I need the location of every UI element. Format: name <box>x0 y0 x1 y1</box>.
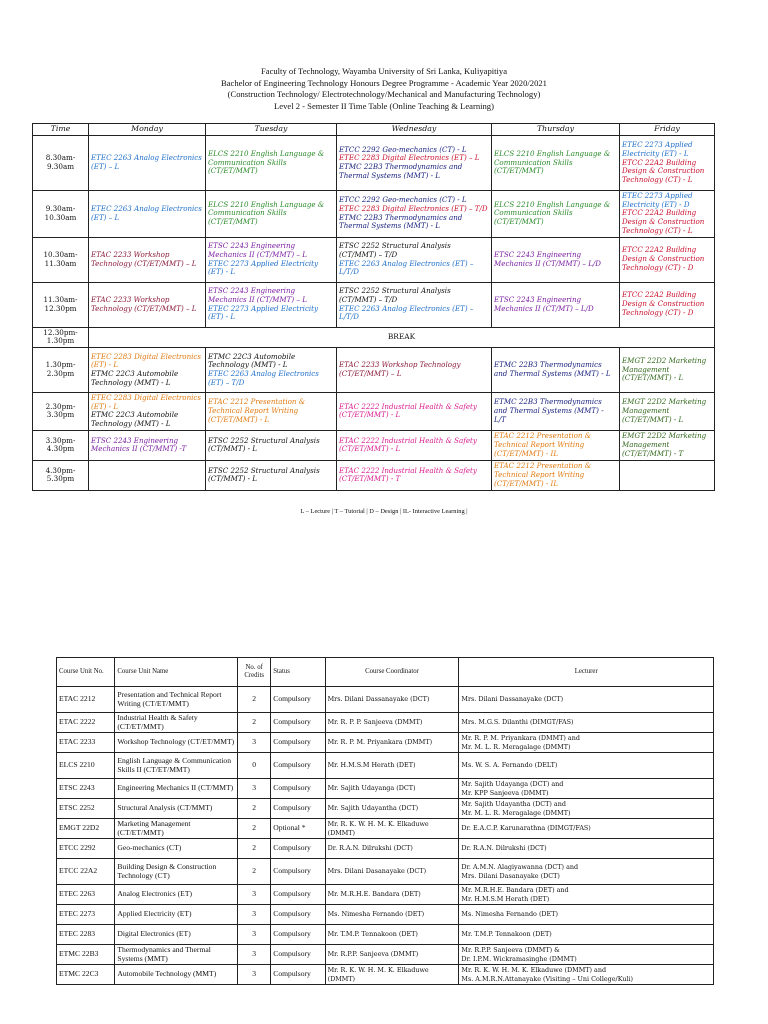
timetable-row <box>33 282 715 327</box>
coordinator-cell: Mr. R. K. W. H. M. K. Elkaduwe (DMMT) <box>325 965 459 985</box>
session-entry: ETCC 22A2 Building Design & Construction Technology (CT) - L <box>622 157 705 185</box>
coordinator-cell: Mrs. Dilani Dassanayake (DCT) <box>325 687 459 713</box>
session-entry: ETAC 2222 Industrial Health & Safety (CT/ET/MMT) - L <box>339 435 477 454</box>
session-entry: ETAC 2222 Industrial Health & Safety (CT/ET/MMT) - T <box>339 465 477 484</box>
session-entry: ETEC 2273 Applied Electricity (ET) - D <box>622 191 693 209</box>
course-unit-no-cell: EMGT 22D2 <box>57 819 115 839</box>
timetable-row <box>33 327 715 347</box>
course-unit-name-cell: Digital Electronics (ET) <box>115 925 238 945</box>
credits-cell: 2 <box>238 859 271 885</box>
course-unit-table <box>56 657 714 985</box>
session-entry: ETSC 2252 Structural Analysis (CT/MMT) - L <box>208 465 320 484</box>
session-entry: ETCC 2292 Geo-mechanics (CT) - L <box>339 195 467 205</box>
course-row <box>57 925 714 945</box>
coordinator-cell: Mr. R. P. M. Priyankara (DMMT) <box>325 733 459 753</box>
session-entry: ETCC 2292 Geo-mechanics (CT) - L <box>339 144 467 154</box>
credits-cell: 2 <box>238 687 271 713</box>
session-entry: ETMC 22C3 Automobile Technology (MMT) - L <box>208 351 296 370</box>
coordinator-cell: Mr. M.R.H.E. Bandara (DET) <box>325 885 459 905</box>
slot-wednesday <box>337 136 492 191</box>
programme-title: Bachelor of Engineering Technology Honours Degree Programme - Academic Year 2020/2021 <box>221 77 547 88</box>
coordinator-cell: Dr. R.A.N. Dilrukshi (DCT) <box>325 839 459 859</box>
slot-monday <box>89 282 206 327</box>
credits-cell: 3 <box>238 779 271 799</box>
timetable <box>32 123 715 491</box>
faculty-title: Faculty of Technology, Wayamba University of Sri Lanka, Kuliyapitiya <box>260 66 508 76</box>
lecturer-cell: Dr. R.A.N. Dilrukshi (DCT) <box>459 839 714 859</box>
slot-monday <box>89 460 206 490</box>
document-header <box>0 66 768 112</box>
course-row <box>57 905 714 925</box>
status-cell: Compulsory <box>271 859 325 885</box>
status-cell: Compulsory <box>271 885 325 905</box>
session-entry: ETEC 2273 Applied Electricity (ET) - L <box>208 258 319 277</box>
timetable-title: Level 2 - Semester II Time Table (Online Teaching & Learning) <box>274 100 494 111</box>
status-cell: Compulsory <box>271 779 325 799</box>
course-row <box>57 859 714 885</box>
course-unit-name-cell: Analog Electronics (ET) <box>115 885 238 905</box>
session-entry: ETEC 2263 Analog Electronics (ET) – L/T/D <box>339 258 474 277</box>
credits-cell: 3 <box>238 885 271 905</box>
slot-friday <box>620 237 715 282</box>
coordinator-cell: Mr. Sajith Udayanga (DCT) <box>325 779 459 799</box>
lecturer-cell: Mr. R. K. W. H. M. K. Elkaduwe (DMMT) and Ms. A.M.R.N.Attanayake (Visiting – Uni College/Kuli) <box>459 965 714 985</box>
session-entry: ETMC 22B3 Thermodynamics and Thermal Systems (MMT) - L <box>339 212 463 231</box>
session-entry: ETCC 22A2 Building Design & Construction Technology (CT) - L <box>622 208 705 235</box>
slot-friday <box>620 460 715 490</box>
slot-monday <box>89 392 206 430</box>
session-entry: ETMC 22B3 Thermodynamics and Thermal Systems (MMT) - L <box>339 162 463 180</box>
session-entry: ETAC 2212 Presentation & Technical Report Writing (CT/ET/MMT) - IL <box>494 431 592 458</box>
course-row <box>57 819 714 839</box>
time-slot: 4.30pm- 5.30pm <box>33 460 89 490</box>
course-row <box>57 687 714 713</box>
session-entry: ETAC 2212 Presentation & Technical Report Writing (CT/ET/MMT) - L <box>208 397 306 424</box>
slot-tuesday <box>206 136 337 191</box>
streams-line: (Construction Technology/ Electrotechnology/Mechanical and Manufacturing Technology) <box>227 89 541 99</box>
status-cell: Compulsory <box>271 713 325 733</box>
status-cell: Compulsory <box>271 753 325 779</box>
header-credits: No. of Credits <box>238 658 271 687</box>
slot-thursday <box>492 136 620 191</box>
session-entry: ETSC 2243 Engineering Mechanics II (CT/MMT) – L <box>208 286 307 304</box>
course-row <box>57 945 714 965</box>
session-entry: ETAC 2233 Workshop Technology (CT/ET/MMT) – L <box>91 294 197 313</box>
slot-tuesday <box>206 282 337 327</box>
credits-cell: 3 <box>238 965 271 985</box>
slot-wednesday <box>337 430 492 460</box>
session-entry: ETAC 2222 Industrial Health & Safety (CT/ET/MMT) - L <box>339 401 477 420</box>
coordinator-cell: Ms. Nimesha Fernando (DET) <box>325 905 459 925</box>
session-entry: ELCS 2210 English Language & Communication Skills (CT/ET/MMT) <box>208 148 325 176</box>
course-unit-no-cell: ETCC 22A2 <box>57 859 115 885</box>
slot-monday <box>89 347 206 392</box>
slot-thursday <box>492 237 620 282</box>
status-cell: Compulsory <box>271 945 325 965</box>
session-entry: ETEC 2283 Digital Electronics (ET) – T/D <box>339 204 488 214</box>
timetable-row <box>33 430 715 460</box>
slot-tuesday <box>206 460 337 490</box>
course-unit-name-cell: Structural Analysis (CT/MMT) <box>115 799 238 819</box>
time-slot: 9.30am- 10.30am <box>33 191 89 238</box>
slot-tuesday <box>206 237 337 282</box>
time-slot: 1.30pm- 2.30pm <box>33 347 89 392</box>
status-cell: Compulsory <box>271 925 325 945</box>
course-row <box>57 799 714 819</box>
slot-monday <box>89 237 206 282</box>
session-entry: ETEC 2283 Digital Electronics (ET) – L <box>339 153 480 163</box>
status-cell: Compulsory <box>271 687 325 713</box>
session-entry: ETSC 2243 Engineering Mechanics II (CT/MMT) – L/D <box>494 249 601 268</box>
legend: L – Lecture | T – Tutorial | D – Design | IL- Interactive Learning | <box>300 508 468 515</box>
course-unit-no-cell: ETMC 22C3 <box>57 965 115 985</box>
session-entry: ETAC 2212 Presentation & Technical Report Writing (CT/ET/MMT) - IL <box>494 461 592 488</box>
course-unit-no-cell: ETEC 2283 <box>57 925 115 945</box>
slot-monday <box>89 430 206 460</box>
lecturer-cell: Dr. E.A.C.P. Karunarathna (DIMGT/FAS) <box>459 819 714 839</box>
slot-friday <box>620 430 715 460</box>
slot-friday <box>620 392 715 430</box>
session-entry: EMGT 22D2 Marketing Management (CT/ET/MMT) - T <box>622 431 707 458</box>
course-row <box>57 713 714 733</box>
coordinator-cell: Mr. R.P.P. Sanjeeva (DMMT) <box>325 945 459 965</box>
course-unit-name-cell: Marketing Management (CT/ET/MMT) <box>115 819 238 839</box>
slot-wednesday <box>337 347 492 392</box>
time-slot: 3.30pm- 4.30pm <box>33 430 89 460</box>
lecturer-cell: Ms. W. S. A. Fernando (DELT) <box>459 753 714 779</box>
course-row <box>57 733 714 753</box>
course-table-header-row <box>57 658 714 687</box>
session-entry: ETMC 22B3 Thermodynamics and Thermal Systems (MMT) - L/T <box>494 397 604 424</box>
course-unit-no-cell: ETSC 2243 <box>57 779 115 799</box>
timetable-header-row <box>33 124 715 136</box>
slot-thursday <box>492 191 620 238</box>
timetable-row <box>33 460 715 490</box>
course-unit-name-cell: Engineering Mechanics II (CT/MMT) <box>115 779 238 799</box>
break-cell: BREAK <box>89 327 715 347</box>
course-row <box>57 779 714 799</box>
timetable-row <box>33 347 715 392</box>
session-entry: ETEC 2263 Analog Electronics (ET) – L/T/D <box>339 303 474 322</box>
coordinator-cell: Mr. H.M.S.M Herath (DET) <box>325 753 459 779</box>
session-entry: ETEC 2263 Analog Electronics (ET) – L <box>91 153 202 171</box>
session-entry: ETEC 2273 Applied Electricity (ET) - L <box>622 140 693 158</box>
slot-thursday <box>492 347 620 392</box>
status-cell: Compulsory <box>271 839 325 859</box>
slot-friday <box>620 191 715 238</box>
session-entry: ETMC 22C3 Automobile Technology (MMT) - L <box>91 410 179 429</box>
course-unit-name-cell: Presentation and Technical Report Writing (CT/ET/MMT) <box>115 687 238 713</box>
session-entry: ETEC 2283 Digital Electronics (ET) - L <box>91 351 202 370</box>
course-unit-no-cell: ELCS 2210 <box>57 753 115 779</box>
header-coordinator: Course Coordinator <box>325 658 459 687</box>
session-entry: ETSC 2252 Structural Analysis (CT/MMT) – T/D <box>339 241 451 259</box>
header-thursday: Thursday <box>492 124 620 136</box>
course-unit-name-cell: Workshop Technology (CT/ET/MMT) <box>115 733 238 753</box>
course-row <box>57 839 714 859</box>
status-cell: Optional * <box>271 819 325 839</box>
course-unit-name-cell: Applied Electricity (ET) <box>115 905 238 925</box>
header-wednesday: Wednesday <box>337 124 492 136</box>
session-entry: ETSC 2252 Structural Analysis (CT/MMT) - L <box>208 435 320 454</box>
coordinator-cell: Mr. T.M.P. Tennakoon (DET) <box>325 925 459 945</box>
slot-thursday <box>492 282 620 327</box>
lecturer-cell: Dr. A.M.N. Alagiyawanna (DCT) and Mrs. Dilani Dasanayake (DCT) <box>459 859 714 885</box>
slot-wednesday <box>337 460 492 490</box>
credits-cell: 2 <box>238 819 271 839</box>
coordinator-cell: Mr. R. P. P. Sanjeeva (DMMT) <box>325 713 459 733</box>
session-entry: ETSC 2252 Structural Analysis (CT/MMT) – T/D <box>339 286 451 304</box>
course-unit-name-cell: Thermodynamics and Thermal Systems (MMT) <box>115 945 238 965</box>
slot-thursday <box>492 430 620 460</box>
slot-tuesday <box>206 191 337 238</box>
lecturer-cell: Mr. T.M.P. Tennakoon (DET) <box>459 925 714 945</box>
lecturer-cell: Mrs. M.G.S. Dilanthi (DIMGT/FAS) <box>459 713 714 733</box>
course-unit-no-cell: ETSC 2252 <box>57 799 115 819</box>
session-entry: ETSC 2243 Engineering Mechanics II (CT/MT) – L/D <box>494 294 594 313</box>
header-time: Time <box>33 124 89 136</box>
session-entry: ETEC 2263 Analog Electronics (ET) – L <box>91 204 202 222</box>
header-tuesday: Tuesday <box>206 124 337 136</box>
header-course-unit-no: Course Unit No. <box>57 658 115 687</box>
session-entry: ELCS 2210 English Language & Communication Skills (CT/ET/MMT) <box>208 199 325 227</box>
course-unit-name-cell: Building Design & Construction Technology (CT) <box>115 859 238 885</box>
session-entry: ETSC 2243 Engineering Mechanics II (CT/MMT) – L <box>208 241 307 259</box>
coordinator-cell: Mr. R. K. W. H. M. K. Elkaduwe (DMMT) <box>325 819 459 839</box>
course-unit-name-cell: Automobile Technology (MMT) <box>115 965 238 985</box>
session-entry: ETSC 2243 Engineering Mechanics II (CT/MMT) -T <box>91 435 187 454</box>
time-slot: 2.30pm- 3.30pm <box>33 392 89 430</box>
time-slot: 10.30am- 11.30am <box>33 237 89 282</box>
course-unit-name-cell: Geo-mechanics (CT) <box>115 839 238 859</box>
timetable-row <box>33 191 715 238</box>
course-unit-no-cell: ETAC 2233 <box>57 733 115 753</box>
status-cell: Compulsory <box>271 965 325 985</box>
course-row <box>57 885 714 905</box>
timetable-row <box>33 392 715 430</box>
header-lecturer: Lecturer <box>459 658 714 687</box>
session-entry: ETMC 22C3 Automobile Technology (MMT) - L <box>91 368 179 387</box>
slot-tuesday <box>206 430 337 460</box>
slot-thursday <box>492 460 620 490</box>
slot-monday <box>89 136 206 191</box>
header-course-unit-name: Course Unit Name <box>115 658 238 687</box>
status-cell: Compulsory <box>271 733 325 753</box>
slot-monday <box>89 191 206 238</box>
course-unit-no-cell: ETEC 2273 <box>57 905 115 925</box>
course-unit-no-cell: ETMC 22B3 <box>57 945 115 965</box>
slot-wednesday <box>337 191 492 238</box>
slot-tuesday <box>206 347 337 392</box>
course-unit-no-cell: ETAC 2222 <box>57 713 115 733</box>
session-entry: ETCC 22A2 Building Design & Construction Technology (CT) - D <box>622 245 705 272</box>
slot-wednesday <box>337 282 492 327</box>
session-entry: ETEC 2263 Analog Electronics (ET) – T/D <box>208 368 319 387</box>
status-cell: Compulsory <box>271 905 325 925</box>
course-row <box>57 965 714 985</box>
credits-cell: 2 <box>238 799 271 819</box>
time-slot: 12.30pm- 1.30pm <box>33 327 89 347</box>
session-entry: EMGT 22D2 Marketing Management (CT/ET/MMT) - L <box>622 355 707 383</box>
course-unit-name-cell: English Language & Communication Skills II (CT/ET/MMT) <box>115 753 238 779</box>
credits-cell: 3 <box>238 925 271 945</box>
coordinator-cell: Mrs. Dilani Dasanayake (DCT) <box>325 859 459 885</box>
session-entry: ETCC 22A2 Building Design & Construction Technology (CT) - D <box>622 290 705 317</box>
credits-cell: 3 <box>238 733 271 753</box>
slot-friday <box>620 347 715 392</box>
time-slot: 11.30am- 12.30pm <box>33 282 89 327</box>
course-unit-no-cell: ETCC 2292 <box>57 839 115 859</box>
lecturer-cell: Mrs. Dilani Dassanayake (DCT) <box>459 687 714 713</box>
course-unit-name-cell: Industrial Health & Safety (CT/ET/MMT) <box>115 713 238 733</box>
session-entry: ETAC 2233 Workshop Technology (CT/ET/MMT) – L <box>91 249 197 268</box>
session-entry: ELCS 2210 English Language & Communication Skills (CT/ET/MMT) <box>494 199 611 227</box>
lecturer-cell: Ms. Nimesha Fernando (DET) <box>459 905 714 925</box>
status-cell: Compulsory <box>271 799 325 819</box>
session-entry: ETMC 22B3 Thermodynamics and Thermal Systems (MMT) - L <box>494 360 611 378</box>
credits-cell: 0 <box>238 753 271 779</box>
slot-friday <box>620 136 715 191</box>
slot-wednesday <box>337 237 492 282</box>
lecturer-cell: Mr. Sajith Udayanga (DCT) and Mr. KPP Sanjeeva (DMMT) <box>459 779 714 799</box>
session-entry: ETEC 2273 Applied Electricity (ET) - L <box>208 303 319 322</box>
course-row <box>57 753 714 779</box>
timetable-row <box>33 237 715 282</box>
course-unit-no-cell: ETEC 2263 <box>57 885 115 905</box>
lecturer-cell: Mr. Sajith Udayantha (DCT) and Mr. M. L. R. Meragalage (DMMT) <box>459 799 714 819</box>
session-entry: EMGT 22D2 Marketing Management (CT/ET/MMT) - L <box>622 397 707 424</box>
lecturer-cell: Mr. M.R.H.E. Bandara (DET) and Mr. H.M.S.M Herath (DET) <box>459 885 714 905</box>
coordinator-cell: Mr. Sajith Udayantha (DCT) <box>325 799 459 819</box>
credits-cell: 3 <box>238 905 271 925</box>
course-unit-no-cell: ETAC 2212 <box>57 687 115 713</box>
credits-cell: 2 <box>238 713 271 733</box>
header-friday: Friday <box>620 124 715 136</box>
session-entry: ELCS 2210 English Language & Communication Skills (CT/ET/MMT) <box>494 148 611 176</box>
timetable-row <box>33 136 715 191</box>
slot-tuesday <box>206 392 337 430</box>
header-status: Status <box>271 658 325 687</box>
slot-thursday <box>492 392 620 430</box>
time-slot: 8.30am- 9.30am <box>33 136 89 191</box>
lecturer-cell: Mr. R.P.P. Sanjeeva (DMMT) & Dr. I.P.M. Wickramasinghe (DMMT) <box>459 945 714 965</box>
session-entry: ETEC 2283 Digital Electronics (ET) - L <box>91 392 202 411</box>
session-entry: ETAC 2233 Workshop Technology (CT/ET/MMT) – L <box>339 360 461 378</box>
lecturer-cell: Mr. R. P. M. Priyankara (DMMT) and Mr. M. L. R. Meragalage (DMMT) <box>459 733 714 753</box>
slot-wednesday <box>337 392 492 430</box>
slot-friday <box>620 282 715 327</box>
credits-cell: 3 <box>238 945 271 965</box>
credits-cell: 2 <box>238 839 271 859</box>
header-monday: Monday <box>89 124 206 136</box>
